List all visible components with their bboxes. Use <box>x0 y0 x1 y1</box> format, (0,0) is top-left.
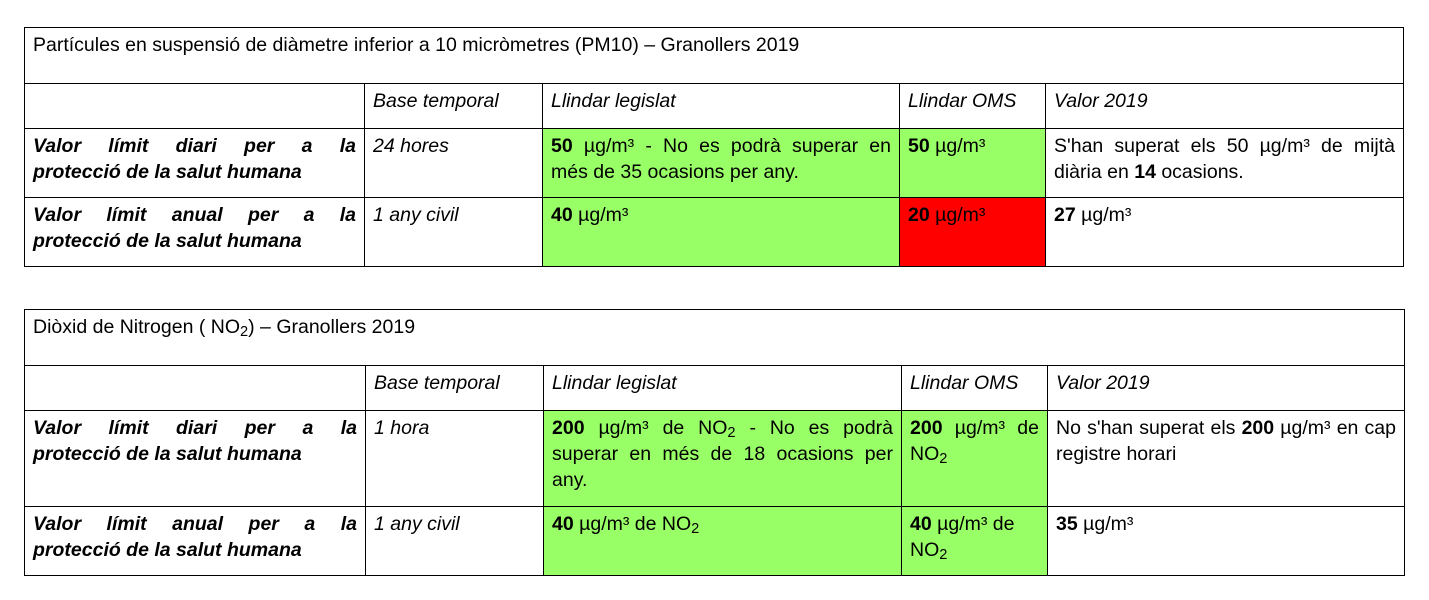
legal-sub: 2 <box>691 520 700 537</box>
no2-row-daily <box>25 411 1405 507</box>
row-label <box>25 129 365 198</box>
header-base-temporal: Base temporal <box>366 366 544 411</box>
row-label-line1: Valor límit diari per a la <box>33 135 356 157</box>
legal-value: 50 <box>551 135 573 157</box>
header-llindar-legislat: Llindar legislat <box>544 366 902 411</box>
no2-row-annual <box>25 507 1405 576</box>
legal-unit: µg/m³ de NO <box>573 513 692 535</box>
header-llindar-oms: Llindar OMS <box>902 366 1048 411</box>
legal-unit: µg/m³ de NO <box>584 417 728 439</box>
oms-value: 20 <box>908 204 930 226</box>
llindar-oms-cell <box>900 129 1046 198</box>
value-unit: µg/m³ <box>1077 513 1134 535</box>
oms-sub: 2 <box>939 450 948 467</box>
llindar-legislat-cell <box>543 129 900 198</box>
header-empty <box>25 366 366 411</box>
pm10-header-row <box>25 84 1404 129</box>
no2-table <box>24 309 1405 576</box>
value-number: 27 <box>1054 204 1076 226</box>
valor-2019-cell <box>1046 198 1404 267</box>
row-label-line2: protecció de la salut humana <box>33 539 302 561</box>
legal-sub: 2 <box>727 424 736 441</box>
value-number: 35 <box>1056 513 1078 535</box>
pm10-table-title: Partícules en suspensió de diàmetre inferior a 10 micròmetres (PM10) – Granollers 2019 <box>25 28 1404 84</box>
row-label-line1: Valor límit anual per a la <box>33 513 357 535</box>
llindar-legislat-cell <box>544 411 902 507</box>
legal-unit: µg/m³ <box>572 204 629 226</box>
legal-text: µg/m³ - No es podrà superar en més de 35 ocasions per any. <box>551 135 891 183</box>
value-unit: µg/m³ <box>1075 204 1132 226</box>
no2-header-row <box>25 366 1405 411</box>
value-text-pre: No s'han superat els <box>1056 417 1242 439</box>
value-text-pre: S'han superat els 50 µg/m³ de mijtà diària en <box>1054 135 1395 183</box>
value-count: 14 <box>1134 161 1156 183</box>
base-temporal-cell: 1 any civil <box>365 198 543 267</box>
value-text-post: ocasions. <box>1155 161 1244 183</box>
value-number: 200 <box>1241 417 1275 439</box>
oms-unit: µg/m³ <box>929 135 986 157</box>
row-label-line2: protecció de la salut humana <box>33 230 302 252</box>
header-empty <box>25 84 365 129</box>
valor-2019-cell <box>1046 129 1404 198</box>
header-llindar-oms: Llindar OMS <box>900 84 1046 129</box>
row-label-line2: protecció de la salut humana <box>33 161 302 183</box>
llindar-oms-cell <box>902 411 1048 507</box>
oms-value: 40 <box>910 513 932 535</box>
row-label <box>25 411 366 507</box>
header-llindar-legislat: Llindar legislat <box>543 84 900 129</box>
base-temporal-cell: 1 hora <box>366 411 544 507</box>
pm10-row-daily <box>25 129 1404 198</box>
legal-text: - No es podrà superar en més de 18 ocasions per any. <box>552 417 894 491</box>
legal-value: 200 <box>552 417 585 439</box>
pm10-table <box>24 27 1404 267</box>
row-label-line1: Valor límit diari per a la <box>33 417 357 439</box>
oms-value: 50 <box>908 135 930 157</box>
row-label-line1: Valor límit anual per a la <box>33 204 356 226</box>
llindar-legislat-cell <box>544 507 902 576</box>
no2-table-title <box>25 310 1405 366</box>
header-valor-2019: Valor 2019 <box>1048 366 1405 411</box>
base-temporal-cell: 24 hores <box>365 129 543 198</box>
base-temporal-cell: 1 any civil <box>366 507 544 576</box>
title-pre: Diòxid de Nitrogen ( NO <box>33 316 240 338</box>
valor-2019-cell <box>1048 507 1405 576</box>
oms-unit: µg/m³ de NO <box>910 417 1039 465</box>
llindar-oms-cell <box>902 507 1048 576</box>
title-sub: 2 <box>240 323 249 340</box>
legal-value: 40 <box>552 513 574 535</box>
header-base-temporal: Base temporal <box>365 84 543 129</box>
row-label <box>25 507 366 576</box>
valor-2019-cell <box>1048 411 1405 507</box>
value-text-post: µg/m³ en cap registre horari <box>1056 417 1396 465</box>
oms-unit: µg/m³ <box>929 204 986 226</box>
oms-sub: 2 <box>939 546 948 563</box>
legal-value: 40 <box>551 204 573 226</box>
row-label-line2: protecció de la salut humana <box>33 443 302 465</box>
title-post: ) – Granollers 2019 <box>248 316 416 338</box>
llindar-oms-cell <box>900 198 1046 267</box>
oms-value: 200 <box>910 417 943 439</box>
llindar-legislat-cell <box>543 198 900 267</box>
header-valor-2019: Valor 2019 <box>1046 84 1404 129</box>
pm10-row-annual <box>25 198 1404 267</box>
oms-unit: µg/m³ de NO <box>910 513 1015 561</box>
row-label <box>25 198 365 267</box>
